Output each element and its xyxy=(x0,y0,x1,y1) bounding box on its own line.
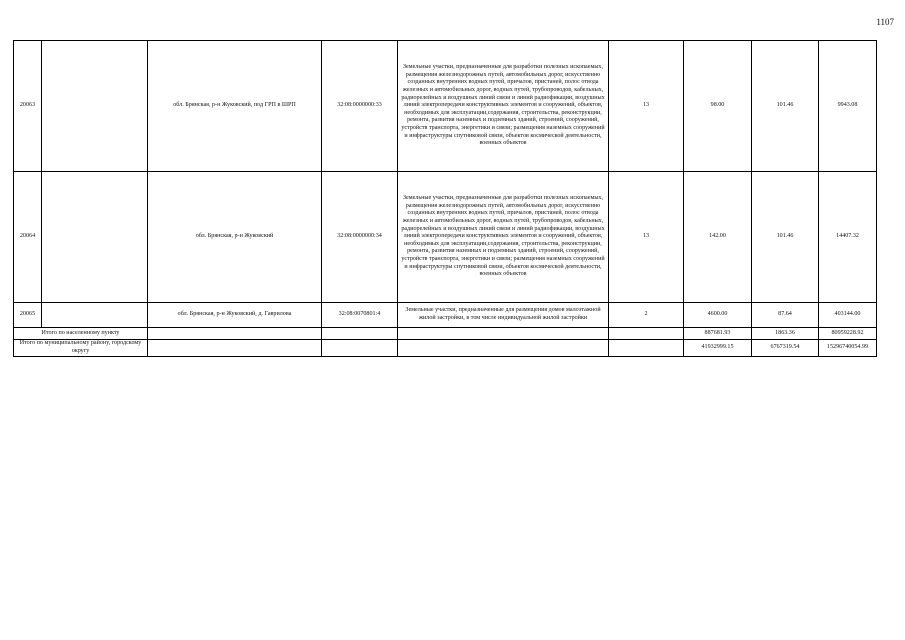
total-label: Итого по населенному пункту xyxy=(14,328,148,340)
group-cell: 13 xyxy=(609,41,684,172)
value-cell: 403144.00 xyxy=(819,303,877,328)
total-value-cell: 15296740054.99 xyxy=(819,340,877,357)
area-cell: 98.00 xyxy=(684,41,752,172)
row-id: 20063 xyxy=(14,41,42,172)
empty-cell xyxy=(398,340,609,357)
page-number: 1107 xyxy=(876,17,894,27)
empty-cell xyxy=(609,328,684,340)
table-row xyxy=(14,303,877,328)
cadastral-number-cell: 32:08:0070801:4 xyxy=(322,303,398,328)
district-total-row xyxy=(14,340,877,357)
value-cell: 9943.08 xyxy=(819,41,877,172)
area-cell: 4600.00 xyxy=(684,303,752,328)
address-cell: обл. Брянская, р-н Жуковский, под ГРП в ШРП xyxy=(148,41,322,172)
row-id: 20064 xyxy=(14,172,42,303)
table-row xyxy=(14,41,877,172)
settlement-total-row xyxy=(14,328,877,340)
land-use-cell: Земельные участки, предназначенные для разработки полезных ископаемых, размещения железнодорожных путей, автомобильных дорог, искусственно созданных внутренних водных путей, причалов, пристаней, полос отвода железных и автомобильных дорог, водных путей, трубопроводов, кабельных, радиорелейных и воздушных линий связи и линий радиофикации, воздушных линий электропередачи конструктивных элементов и сооружений, объектов, необходимых для эксплуатации,содержания, строительства, реконструкции, ремонта, развития наземных и подземных зданий, строений, сооружений, устройств транспорта, энергетики и связи; размещения наземных сооружений и инфраструктуры спутниковой связи, объектов космической деятельности, военных объектов xyxy=(398,172,609,303)
address-cell: обл. Брянская, р-н Жуковский, д. Гаврилова xyxy=(148,303,322,328)
group-cell: 2 xyxy=(609,303,684,328)
empty-cell xyxy=(42,41,148,172)
empty-cell xyxy=(609,340,684,357)
empty-cell xyxy=(322,340,398,357)
rate-cell: 87.64 xyxy=(752,303,819,328)
cadastral-value-table xyxy=(13,40,877,357)
land-use-cell: Земельные участки, предназначенные для разработки полезных ископаемых, размещения железнодорожных путей, автомобильных дорог, искусственно созданных внутренних водных путей, причалов, пристаней, полос отвода железных и автомобильных дорог, водных путей, трубопроводов, кабельных, радиорелейных и воздушных линий связи и линий радиофикации, воздушных линий электропередачи конструктивных элементов и сооружений, объектов, необходимых для эксплуатации,содержания, строительства, реконструкции, ремонта, развития наземных и подземных зданий, строений, сооружений, устройств транспорта, энергетики и связи; размещения наземных сооружений и инфраструктуры спутниковой связи, объектов космической деятельности, военных объектов xyxy=(398,41,609,172)
total-rate-cell: 6767319.54 xyxy=(752,340,819,357)
total-label: Итого по муниципальному району, городскому округу xyxy=(14,340,148,357)
rate-cell: 101.46 xyxy=(752,172,819,303)
group-cell: 13 xyxy=(609,172,684,303)
table-row xyxy=(14,172,877,303)
empty-cell xyxy=(42,303,148,328)
empty-cell xyxy=(42,172,148,303)
empty-cell xyxy=(398,328,609,340)
address-cell: обл. Брянская, р-н Жуковский xyxy=(148,172,322,303)
empty-cell xyxy=(148,328,322,340)
rate-cell: 101.46 xyxy=(752,41,819,172)
total-area-cell: 887681.93 xyxy=(684,328,752,340)
row-id: 20065 xyxy=(14,303,42,328)
land-use-cell: Земельные участки, предназначенные для размещения домов малоэтажной жилой застройки, в том числе индивидуальной жилой застройки xyxy=(398,303,609,328)
area-cell: 142.00 xyxy=(684,172,752,303)
total-area-cell: 41932999.15 xyxy=(684,340,752,357)
cadastral-number-cell: 32:08:0000000:33 xyxy=(322,41,398,172)
cadastral-number-cell: 32:08:0000000:34 xyxy=(322,172,398,303)
value-cell: 14407.32 xyxy=(819,172,877,303)
total-rate-cell: 1863.36 xyxy=(752,328,819,340)
total-value-cell: 80959228.92 xyxy=(819,328,877,340)
empty-cell xyxy=(322,328,398,340)
empty-cell xyxy=(148,340,322,357)
